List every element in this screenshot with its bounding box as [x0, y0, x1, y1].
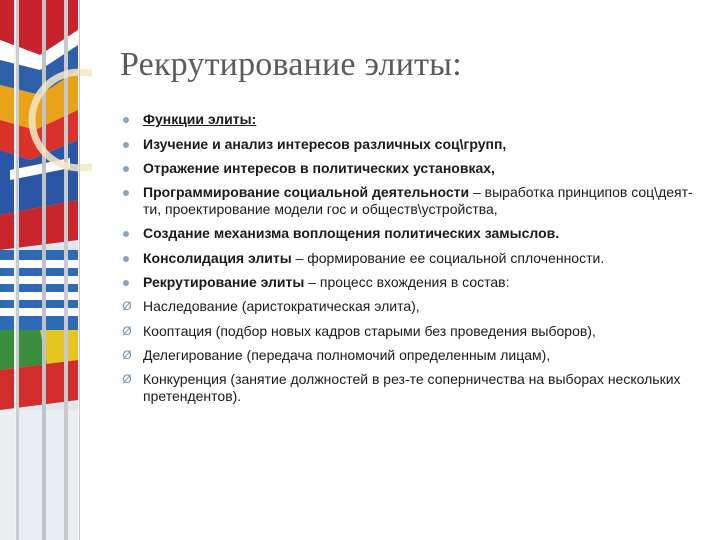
- list-item: [118, 160, 693, 177]
- item-text: – процесс вхождения в состав:: [304, 274, 510, 290]
- list-item: [118, 274, 693, 291]
- arrow-bullet-icon: Ø: [122, 348, 132, 362]
- item-text: Наследование (аристократическая элита),: [143, 298, 420, 314]
- list-item: [118, 184, 693, 218]
- item-bold-text: Изучение и анализ интересов различных соц\групп,: [143, 136, 507, 152]
- slide-title: Рекрутирование элиты:: [120, 46, 462, 83]
- list-item: [118, 111, 693, 128]
- list-item: [118, 347, 693, 364]
- decorative-ring: [22, 50, 92, 190]
- item-bold-text: Консолидация элиты: [143, 250, 292, 266]
- arrow-bullet-icon: Ø: [122, 299, 132, 313]
- item-bold-text: Программирование социальной деятельности: [143, 184, 470, 200]
- divider-line: [79, 0, 80, 540]
- item-bold-text: Рекрутирование элиты: [143, 274, 305, 290]
- item-text: Конкуренция (занятие должностей в рез-те соперничества на выборах нескольких претендентов).: [143, 371, 681, 404]
- item-text: – выработка принципов соц\деят-ти, проектирование модели гос и обществ\устройства,: [143, 184, 693, 217]
- list-item: [118, 323, 693, 340]
- item-text: Делегирование (передача полномочий определенным лицам),: [143, 347, 551, 363]
- content-list: [118, 111, 693, 405]
- arrow-bullet-icon: Ø: [122, 372, 132, 386]
- list-item: [118, 298, 693, 315]
- item-text: – формирование ее социальной сплоченности.: [291, 250, 605, 266]
- arrow-bullet-icon: Ø: [122, 324, 132, 338]
- list-item: [118, 250, 693, 267]
- item-bold-text: Отражение интересов в политических установках,: [143, 160, 495, 176]
- item-text: Кооптация (подбор новых кадров старыми без проведения выборов),: [143, 323, 596, 339]
- list-item: [118, 371, 693, 405]
- list-item: [118, 225, 693, 242]
- list-item: [118, 136, 693, 153]
- item-bold-text: Создание механизма воплощения политических замыслов.: [143, 225, 560, 241]
- item-bold-text: Функции элиты:: [143, 111, 257, 127]
